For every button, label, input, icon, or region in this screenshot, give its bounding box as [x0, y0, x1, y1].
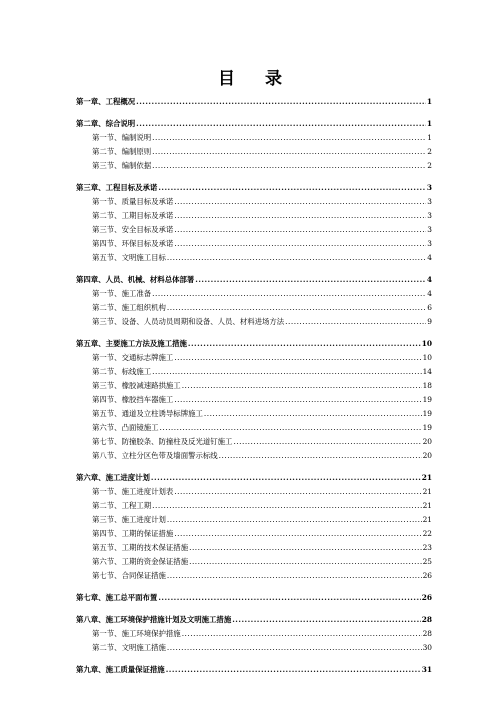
toc-section-entry[interactable]	[76, 624, 432, 638]
toc-entry-label: 第九章、施工质量保证措施	[76, 665, 165, 674]
dot-leader	[152, 289, 426, 298]
table-of-contents	[76, 92, 432, 674]
dot-leader	[158, 183, 426, 192]
dot-leader	[189, 543, 422, 552]
dot-leader	[233, 437, 421, 446]
toc-page-number: 4	[427, 253, 432, 262]
toc-chapter-entry[interactable]	[76, 610, 432, 624]
toc-chapter-entry[interactable]	[76, 334, 432, 348]
toc-page-number: 2	[427, 147, 432, 156]
toc-page-number: 2	[427, 161, 432, 170]
toc-page-number: 9	[427, 317, 432, 326]
toc-section-entry[interactable]	[76, 312, 432, 326]
toc-entry-label: 第七章、施工总平面布置	[76, 593, 158, 602]
toc-entry-label: 第三节、安全目标及承诺	[92, 225, 174, 234]
toc-section-entry[interactable]	[76, 248, 432, 262]
toc-section-entry[interactable]	[76, 376, 432, 390]
toc-section-entry[interactable]	[76, 510, 432, 524]
dot-leader	[174, 211, 426, 220]
toc-page-number: 21	[422, 487, 432, 496]
toc-entry-label: 第八节、立柱分区色带及墙面警示标线	[92, 451, 218, 460]
toc-section-entry[interactable]	[76, 298, 432, 312]
toc-section-entry[interactable]	[76, 418, 432, 432]
dot-leader	[219, 451, 422, 460]
toc-section-entry[interactable]	[76, 156, 432, 170]
toc-section-entry[interactable]	[76, 284, 432, 298]
dot-leader	[232, 615, 420, 624]
toc-page-number: 18	[422, 381, 432, 390]
dot-leader	[152, 367, 421, 376]
dot-leader	[158, 593, 420, 602]
toc-page-number: 19	[422, 395, 432, 404]
toc-entry-label: 第二节、标线施工	[92, 367, 152, 376]
dot-leader	[167, 253, 426, 262]
toc-page-number: 1	[426, 119, 432, 128]
dot-leader	[152, 161, 426, 170]
toc-entry-label: 第四节、环保目标及承诺	[92, 239, 174, 248]
toc-chapter-entry[interactable]	[76, 588, 432, 602]
toc-chapter-entry[interactable]	[76, 660, 432, 674]
toc-page-number: 19	[422, 423, 432, 432]
toc-entry-label: 第五节、通道及立柱诱导标牌施工	[92, 409, 203, 418]
dot-leader	[182, 629, 422, 638]
toc-page-number: 21	[422, 515, 432, 524]
toc-chapter-entry[interactable]	[76, 114, 432, 128]
toc-chapter-entry[interactable]	[76, 178, 432, 192]
toc-section-entry[interactable]	[76, 446, 432, 460]
toc-entry-label: 第三节、施工进度计划	[92, 515, 166, 524]
toc-page-number: 28	[422, 629, 432, 638]
dot-leader	[174, 395, 421, 404]
dot-leader	[174, 529, 421, 538]
toc-page-number: 21	[422, 501, 432, 510]
toc-entry-label: 第二节、工程工期	[92, 501, 152, 510]
toc-page-number: 20	[422, 437, 432, 446]
toc-entry-label: 第五章、主要施工方法及施工措施	[76, 339, 187, 348]
toc-section-entry[interactable]	[76, 390, 432, 404]
toc-chapter-entry[interactable]	[76, 92, 432, 106]
toc-section-entry[interactable]	[76, 348, 432, 362]
toc-page-number: 10	[422, 353, 432, 362]
dot-leader	[160, 423, 422, 432]
dot-leader	[136, 119, 426, 128]
toc-page-number: 19	[422, 409, 432, 418]
dot-leader	[167, 643, 422, 652]
dot-leader	[174, 353, 421, 362]
toc-page-number: 3	[427, 197, 432, 206]
dot-leader	[167, 571, 422, 580]
dot-leader	[195, 275, 426, 284]
toc-section-entry[interactable]	[76, 234, 432, 248]
toc-section-entry[interactable]	[76, 404, 432, 418]
toc-entry-label: 第三节、设备、人员动员周期和设备、人员、材料进场方法	[92, 317, 285, 326]
toc-section-entry[interactable]	[76, 482, 432, 496]
toc-entry-label: 第二节、工期目标及承诺	[92, 211, 174, 220]
toc-chapter-entry[interactable]	[76, 270, 432, 284]
dot-leader	[188, 339, 421, 348]
toc-page-number: 3	[427, 211, 432, 220]
toc-page-number: 1	[426, 97, 432, 106]
toc-entry-label: 第四节、工期的保证措施	[92, 529, 174, 538]
dot-leader	[136, 97, 426, 106]
toc-section-entry[interactable]	[76, 128, 432, 142]
toc-entry-label: 第五节、工期的技术保证措施	[92, 543, 189, 552]
toc-entry-label: 第一章、工程概况	[76, 97, 136, 106]
toc-entry-label: 第三章、工程目标及承诺	[76, 183, 158, 192]
dot-leader	[174, 197, 426, 206]
toc-section-entry[interactable]	[76, 432, 432, 446]
toc-page-number: 30	[422, 643, 432, 652]
toc-page-number: 6	[427, 303, 432, 312]
toc-page-number: 22	[422, 529, 432, 538]
toc-entry-label: 第一节、施工准备	[92, 289, 152, 298]
toc-page-number: 3	[427, 239, 432, 248]
toc-entry-label: 第二节、编制原则	[92, 147, 152, 156]
toc-section-entry[interactable]	[76, 362, 432, 376]
toc-page-number: 10	[421, 339, 432, 348]
toc-entry-label: 第三节、编制依据	[92, 161, 152, 170]
toc-entry-label: 第一节、交通标志牌施工	[92, 353, 174, 362]
toc-entry-label: 第六节、工期的资金保证措施	[92, 557, 189, 566]
toc-page-number: 4	[427, 289, 432, 298]
toc-chapter-entry[interactable]	[76, 468, 432, 482]
page-title: 目 录	[218, 69, 294, 89]
dot-leader	[152, 147, 426, 156]
toc-section-entry[interactable]	[76, 552, 432, 566]
toc-section-entry[interactable]	[76, 524, 432, 538]
dot-leader	[204, 409, 422, 418]
dot-leader	[151, 473, 421, 482]
toc-section-entry[interactable]	[76, 538, 432, 552]
toc-entry-label: 第一节、质量目标及承诺	[92, 197, 174, 206]
toc-entry-label: 第一节、编制说明	[92, 133, 152, 142]
toc-page-number: 25	[422, 557, 432, 566]
toc-section-entry[interactable]	[76, 206, 432, 220]
dot-leader	[174, 487, 421, 496]
toc-page-number: 3	[427, 225, 432, 234]
toc-page-number: 4	[426, 275, 432, 284]
toc-entry-label: 第七节、合同保证措施	[92, 571, 166, 580]
toc-entry-label: 第四章、人员、机械、材料总体部署	[76, 275, 195, 284]
toc-section-entry[interactable]	[76, 220, 432, 234]
dot-leader	[167, 515, 422, 524]
dot-leader	[182, 381, 422, 390]
dot-leader	[167, 303, 426, 312]
toc-section-entry[interactable]	[76, 192, 432, 206]
toc-entry-label: 第五节、文明施工目标	[92, 253, 166, 262]
toc-page-number: 31	[421, 665, 432, 674]
toc-entry-label: 第一节、施工环境保护措施	[92, 629, 181, 638]
toc-page-number: 20	[422, 451, 432, 460]
toc-page-number: 26	[422, 571, 432, 580]
toc-page-number: 3	[426, 183, 432, 192]
toc-entry-label: 第三节、橡胶减速路拱施工	[92, 381, 181, 390]
dot-leader	[174, 239, 426, 248]
toc-entry-label: 第六节、凸面镜施工	[92, 423, 159, 432]
toc-page-number: 14	[422, 367, 432, 376]
toc-entry-label: 第二节、施工组织机构	[92, 303, 166, 312]
toc-entry-label: 第七节、防撞胶条、防撞柱及反光道钉施工	[92, 437, 233, 446]
toc-entry-label: 第一节、施工进度计划表	[92, 487, 174, 496]
dot-leader	[166, 665, 421, 674]
toc-page-number: 1	[427, 133, 432, 142]
dot-leader	[189, 557, 422, 566]
toc-section-entry[interactable]	[76, 638, 432, 652]
toc-entry-label: 第二章、综合说明	[76, 119, 136, 128]
dot-leader	[152, 133, 426, 142]
toc-entry-label: 第六章、施工进度计划	[76, 473, 150, 482]
toc-page-number: 23	[422, 543, 432, 552]
toc-section-entry[interactable]	[76, 142, 432, 156]
toc-entry-label: 第八章、施工环境保护措施计划及文明施工措施	[76, 615, 232, 624]
toc-page-number: 26	[421, 593, 432, 602]
dot-leader	[174, 225, 426, 234]
toc-section-entry[interactable]	[76, 496, 432, 510]
toc-entry-label: 第四节、橡胶挡车器施工	[92, 395, 174, 404]
toc-page-number: 21	[421, 473, 432, 482]
dot-leader	[285, 317, 426, 326]
dot-leader	[152, 501, 421, 510]
toc-entry-label: 第二节、文明施工措施	[92, 643, 166, 652]
toc-page-number: 28	[421, 615, 432, 624]
toc-section-entry[interactable]	[76, 566, 432, 580]
